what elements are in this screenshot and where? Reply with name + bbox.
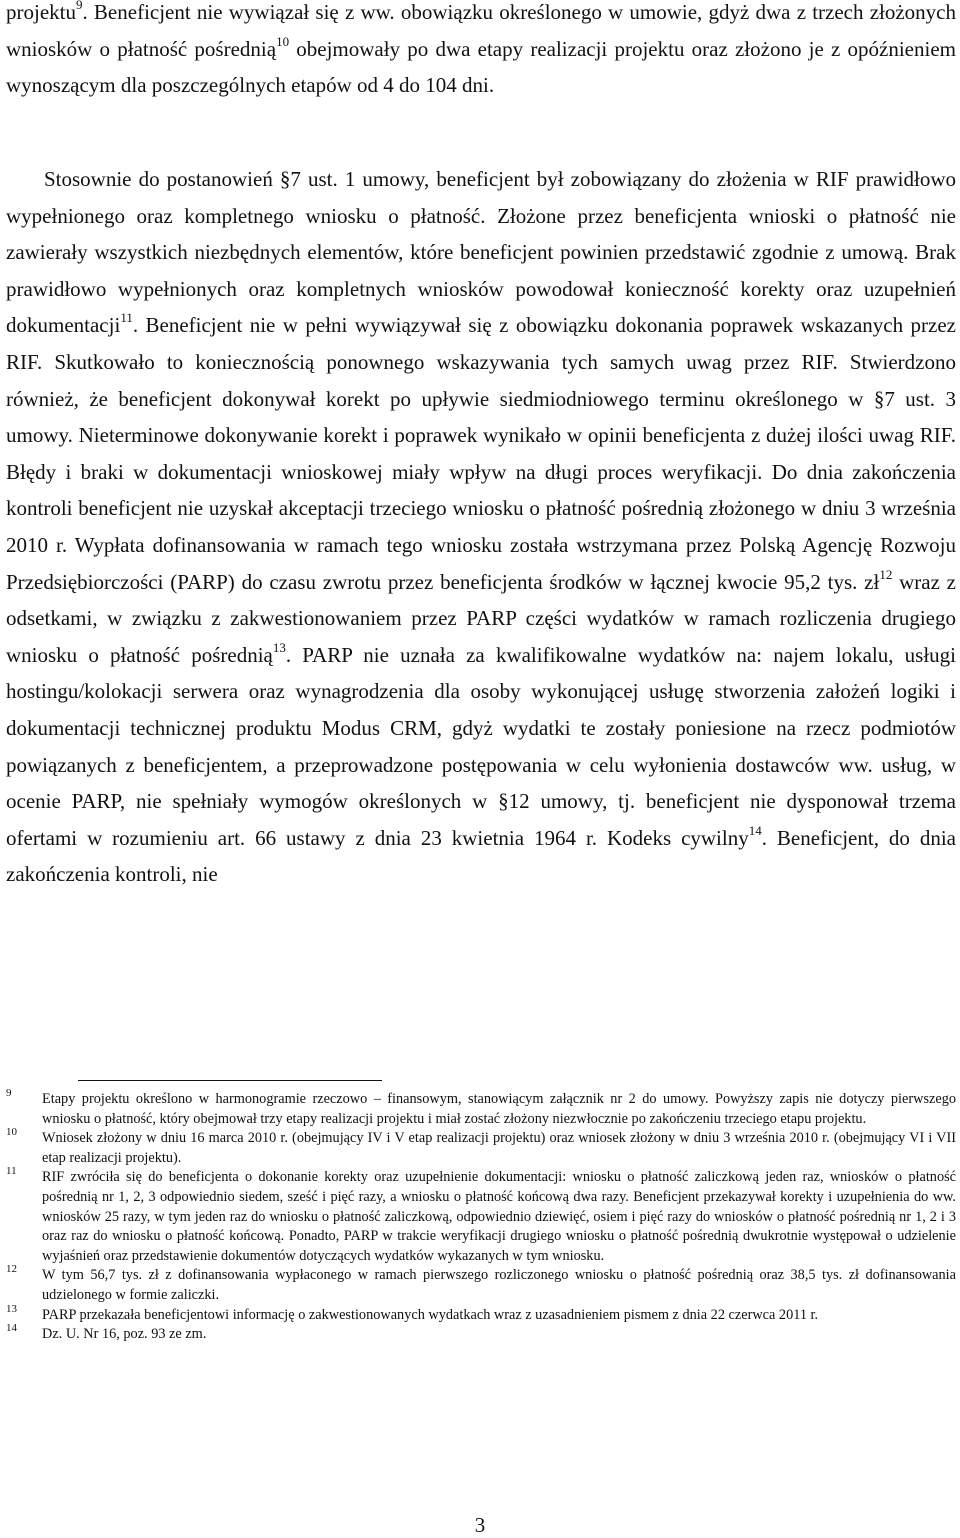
footnote-text: Etapy projektu określono w harmonogramie rzeczowo – finansowym, stanowiącym załącznik nr 2 do umowy. Powyższy zapis nie dotyczy pierwszego wniosku o płatność, który obejmował trzy etapy realizacji projektu i miał zostać złożony niezwłocznie po zakończeniu trzeciego etapu projektu. <box>42 1091 956 1127</box>
footnote-item <box>0 1087 960 1129</box>
footnote-number: 11 <box>6 1165 17 1178</box>
footnote-number: 14 <box>6 1322 17 1335</box>
text-run: . PARP nie uznała za kwalifikowalne wydatków na: najem lokalu, usługi hostingu/kolokacji serwera oraz wynagrodzenia dla osoby wykonującej usługę stworzenia założeń logiki i dokumentacji technicznej produktu Modus CRM, gdyż wydatki te zostały poniesione na rzecz podmiotów powiązanych z beneficjentem, a przeprowadzone postępowania w celu wyłonienia dostawców ww. usług, w ocenie PARP, nie spełniały wymogów określonych w §12 umowy, tj. beneficjent nie dysponował trzema ofertami w rozumieniu art. 66 ustawy z dnia 23 kwietnia 1964 r. Kodeks cywilny <box>6 642 957 850</box>
footnote-item <box>0 1322 960 1345</box>
footnotes-section <box>0 1087 960 1345</box>
text-run: Stosownie do postanowień §7 ust. 1 umowy, beneficjent był zobowiązany do złożenia w RIF prawidłowo wypełnionego oraz kompletnego wniosku o płatność. Złożone przez beneficjenta wnioski o płatność nie zawierały wszystkich niezbędnych elementów, które beneficjent powinien przedstawić zgodnie z umową. Brak prawidłowo wypełnionych oraz kompletnych wniosków powodował konieczność korekty oraz uzupełnień dokumentacji <box>6 167 956 338</box>
footnote-reference-12: 12 <box>879 566 893 582</box>
footnote-text: Dz. U. Nr 16, poz. 93 ze zm. <box>42 1326 207 1343</box>
footnote-reference-11: 11 <box>120 310 133 326</box>
footnote-item <box>0 1165 960 1266</box>
footnote-number: 12 <box>6 1263 17 1276</box>
footnote-text: RIF zwróciła się do beneficjenta o dokonanie korekty oraz uzupełnienie dokumentacji: wniosku o płatność zaliczkową jeden raz, wniosków o płatność pośrednią nr 1, 2, 3 odpowiednio siedem, sześć i pięć razy, a wniosku o płatność końcową dwa razy. Beneficjent przekazywał korekty i uzupełnienia do ww. wniosków 25 razy, w tym jeden raz do wniosku o płatność zaliczkową, odpowiednio dziewięć, osiem i pięć razy do wniosków o płatność pośrednią nr 1, 2 i 3 oraz raz do wniosku o płatność końcową. Ponadto, PARP w trakcie weryfikacji drugiego wniosku o płatność pośrednią dwukrotnie występował o udzielenie wyjaśnień oraz przedstawienie dokumentów dotyczących wydatków wykazanych w tym wniosku. <box>42 1169 956 1264</box>
text-run: . Beneficjent nie wywiązał się z ww. obowiązku określonego w umowie, gdyż dwa z trzech złożonych wniosków o płatność pośrednią <box>6 0 956 61</box>
footnote-reference-10: 10 <box>276 33 290 49</box>
footnote-text: Wniosek złożony w dniu 16 marca 2010 r. (obejmujący IV i V etap realizacji projektu) oraz wniosek złożony w dniu 3 września 2010 r. (obejmujący VI i VII etap realizacji projektu). <box>42 1130 956 1166</box>
body-paragraph-2 <box>6 161 956 893</box>
footnote-item <box>0 1126 960 1168</box>
footnote-item <box>0 1302 960 1326</box>
footnote-number: 13 <box>6 1302 17 1315</box>
text-run: . Beneficjent, do dnia zakończenia kontroli, nie <box>6 825 956 887</box>
page-number: 3 <box>474 1513 486 1537</box>
footnote-text: PARP przekazała beneficjentowi informację o zakwestionowanych wydatkach wraz z uzasadnieniem pismem z dnia 22 czerwca 2011 r. <box>42 1306 819 1323</box>
footnote-number: 9 <box>6 1087 12 1099</box>
footnote-reference-13: 13 <box>272 639 286 655</box>
footnote-separator <box>78 1080 382 1081</box>
footnote-number: 10 <box>6 1126 17 1139</box>
footnote-reference-9: 9 <box>75 0 83 12</box>
footnote-item <box>0 1263 960 1305</box>
body-paragraph-1 <box>6 0 956 104</box>
text-run: obejmowały po dwa etapy realizacji projektu oraz złożono je z opóźnieniem wynoszącym dla poszczególnych etapów od 4 do 104 dni. <box>6 36 956 98</box>
text-run: projektu <box>6 0 76 24</box>
text-run: wraz z odsetkami, w związku z zakwestionowaniem przez PARP części wydatków w ramach rozliczenia drugiego wniosku o płatność pośrednią <box>6 569 956 667</box>
text-run: . Beneficjent nie w pełni wywiązywał się z obowiązku dokonania poprawek wskazanych przez RIF. Skutkowało to koniecznością ponownego wskazywania tych samych uwag przez RIF. Stwierdzono również, że beneficjent dokonywał korekt po upływie siedmiodniowego terminu określonego w §7 ust. 3 umowy. Nieterminowe dokonywanie korekt i poprawek wynikało w opinii beneficjenta z dużej ilości uwag RIF. Błędy i braki w dokumentacji wnioskowej miały wpływ na długi proces weryfikacji. Do dnia zakończenia kontroli beneficjent nie uzyskał akceptacji trzeciego wniosku o płatność pośrednią złożonego w dniu 3 września 2010 r. Wypłata dofinansowania w ramach tego wniosku została wstrzymana przez Polską Agencję Rozwoju Przedsiębiorczości (PARP) do czasu zwrotu przez beneficjenta środków w łącznej kwocie 95,2 tys. zł <box>6 313 956 594</box>
footnote-reference-14: 14 <box>748 822 762 838</box>
footnote-text: W tym 56,7 tys. zł z dofinansowania wypłaconego w ramach pierwszego rozliczonego wniosku o płatność pośrednią oraz 38,5 tys. zł dofinansowania udzielonego w formie zaliczki. <box>42 1267 956 1303</box>
